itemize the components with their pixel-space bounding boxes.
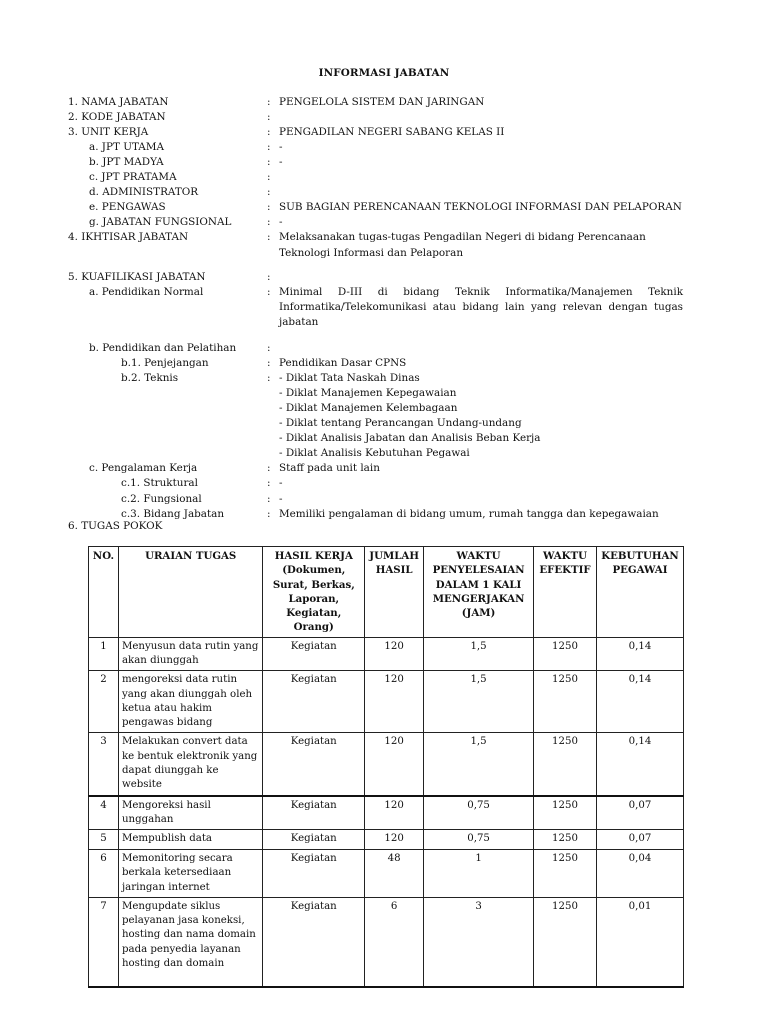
info-row — [0, 185, 768, 200]
table-cell: 6 — [365, 897, 424, 987]
info-row — [0, 461, 768, 476]
table-header-cell: NO. — [89, 547, 119, 638]
info-row — [0, 356, 768, 371]
info-value — [279, 95, 683, 110]
info-value — [279, 215, 683, 230]
table-cell: 0,07 — [596, 830, 683, 850]
table-cell: 0,04 — [596, 850, 683, 898]
info-label: b.2. Teknis — [121, 371, 179, 384]
info-label: 3. UNIT KERJA — [68, 126, 149, 139]
task-description-cell: mengoreksi data rutin yang akan diunggah oleh ketua atau hakim pengawas bidang — [118, 671, 262, 733]
info-value — [279, 230, 683, 260]
info-value — [279, 285, 683, 330]
info-label: c.2. Fungsional — [121, 492, 202, 505]
table-cell: Kegiatan — [263, 796, 365, 830]
info-label: b. Pendidikan dan Pelatihan — [89, 341, 237, 354]
job-info-list — [0, 95, 768, 522]
info-value — [279, 270, 683, 285]
table-cell: 5 — [89, 830, 119, 850]
colon-separator: : — [267, 156, 271, 169]
info-label: 5. KUAFILIKASI JABATAN — [68, 270, 206, 283]
table-header-cell: WAKTU EFEKTIF — [534, 547, 597, 638]
table-cell: 1250 — [534, 830, 597, 850]
colon-separator: : — [267, 285, 271, 298]
info-row — [0, 110, 768, 125]
table-header-cell: JUMLAH HASIL — [365, 547, 424, 638]
info-label: a. JPT UTAMA — [89, 141, 164, 154]
info-value — [279, 185, 683, 200]
table-cell: 1 — [89, 637, 119, 671]
colon-separator: : — [267, 356, 271, 369]
info-row — [0, 95, 768, 110]
colon-separator: : — [267, 341, 271, 354]
info-label: c.1. Struktural — [121, 477, 198, 490]
table-cell: Kegiatan — [263, 830, 365, 850]
info-value-line: SUB BAGIAN PERENCANAAN TEKNOLOGI INFORMASI DAN PELAPORAN — [279, 201, 682, 214]
info-value — [279, 371, 683, 461]
info-row — [0, 170, 768, 185]
colon-separator: : — [267, 201, 271, 214]
colon-separator: : — [267, 231, 271, 244]
table-cell: Kegiatan — [263, 733, 365, 796]
tasks-table — [88, 546, 684, 988]
table-cell: 0,14 — [596, 733, 683, 796]
table-cell: 120 — [365, 671, 424, 733]
table-row — [89, 637, 684, 671]
colon-separator: : — [267, 477, 271, 490]
colon-separator: : — [267, 216, 271, 229]
table-header-cell: KEBUTUHAN PEGAWAI — [596, 547, 683, 638]
info-value-line: - — [279, 216, 283, 229]
colon-separator: : — [267, 462, 271, 475]
table-cell: 0,14 — [596, 637, 683, 671]
info-value-line: Minimal D-III di bidang Teknik Informatika/Manajemen Teknik Informatika/Telekomunikasi atau bidang lain yang relevan dengan tugas jabatan — [279, 285, 683, 328]
table-cell: 7 — [89, 897, 119, 987]
table-cell: 1250 — [534, 850, 597, 898]
info-value-line: - — [279, 492, 283, 505]
document-title: INFORMASI JABATAN — [318, 67, 450, 79]
colon-separator: : — [267, 186, 271, 199]
info-row — [0, 270, 768, 285]
table-row — [89, 897, 684, 987]
info-row — [0, 476, 768, 491]
table-cell: 1250 — [534, 897, 597, 987]
table-header-cell: HASIL KERJA (Dokumen, Surat, Berkas, Laporan, Kegiatan, Orang) — [263, 547, 365, 638]
info-label: c.3. Bidang Jabatan — [121, 507, 225, 520]
info-value — [279, 110, 683, 125]
table-cell: 3 — [424, 897, 534, 987]
table-cell: 4 — [89, 796, 119, 830]
table-cell: 1,5 — [424, 733, 534, 796]
table-cell: 0,01 — [596, 897, 683, 987]
table-header-row — [89, 547, 684, 638]
table-cell: 1250 — [534, 671, 597, 733]
info-label: c. JPT PRATAMA — [89, 171, 177, 184]
info-value — [279, 125, 683, 140]
colon-separator: : — [267, 171, 271, 184]
section-6-title: 6. TUGAS POKOK — [68, 520, 163, 532]
info-row — [0, 125, 768, 140]
table-cell: 3 — [89, 733, 119, 796]
table-cell: Kegiatan — [263, 637, 365, 671]
info-row — [0, 230, 768, 260]
table-cell: Kegiatan — [263, 671, 365, 733]
info-value-line — [279, 170, 683, 185]
colon-separator: : — [267, 96, 271, 108]
table-cell: 120 — [365, 830, 424, 850]
info-row — [0, 200, 768, 215]
table-row — [89, 733, 684, 796]
info-value — [279, 461, 683, 476]
table-cell: 48 — [365, 850, 424, 898]
info-value-line: PENGELOLA SISTEM DAN JARINGAN — [279, 96, 485, 108]
table-cell: 2 — [89, 671, 119, 733]
colon-separator: : — [267, 126, 271, 139]
table-cell: 120 — [365, 733, 424, 796]
table-cell: 120 — [365, 637, 424, 671]
table-body — [89, 637, 684, 987]
info-row — [0, 371, 768, 461]
info-value — [279, 200, 683, 215]
info-value-line: Pendidikan Dasar CPNS — [279, 356, 407, 369]
info-label: e. PENGAWAS — [89, 201, 166, 214]
info-label: b.1. Penjejangan — [121, 356, 209, 369]
table-header-cell: WAKTU PENYELESAIAN DALAM 1 KALI MENGERJAKAN (JAM) — [424, 547, 534, 638]
table-row — [89, 796, 684, 830]
table-cell: 0,75 — [424, 796, 534, 830]
table-cell: 120 — [365, 796, 424, 830]
info-value — [279, 476, 683, 491]
table-cell: 1250 — [534, 637, 597, 671]
table-cell: Kegiatan — [263, 897, 365, 987]
table-cell: 6 — [89, 850, 119, 898]
info-row — [0, 140, 768, 155]
task-description-cell: Menyusun data rutin yang akan diunggah — [118, 637, 262, 671]
colon-separator: : — [267, 507, 271, 520]
info-value — [279, 140, 683, 155]
task-description-cell: Mempublish data — [118, 830, 262, 850]
info-row — [0, 155, 768, 170]
info-value-line: - Diklat Analisis Jabatan dan Analisis Beban Kerja — [279, 432, 541, 445]
info-row — [0, 341, 768, 356]
info-label: 4. IKHTISAR JABATAN — [68, 231, 189, 244]
info-value — [279, 507, 683, 522]
info-label: a. Pendidikan Normal — [89, 285, 204, 298]
table-cell: 0,07 — [596, 796, 683, 830]
table-row — [89, 850, 684, 898]
table-row — [89, 830, 684, 850]
info-label: 2. KODE JABATAN — [68, 111, 166, 124]
table-header-cell: URAIAN TUGAS — [118, 547, 262, 638]
info-value-line: Staff pada unit lain — [279, 462, 380, 475]
info-value-line: - Diklat tentang Perancangan Undang-undang — [279, 417, 522, 430]
info-value-line — [279, 110, 683, 125]
table-cell: 1 — [424, 850, 534, 898]
table-cell: Kegiatan — [263, 850, 365, 898]
table-cell: 1250 — [534, 796, 597, 830]
table-row — [89, 671, 684, 733]
info-label: c. Pengalaman Kerja — [89, 462, 198, 475]
info-value-line: - Diklat Analisis Kebutuhan Pegawai — [279, 447, 470, 460]
info-row — [0, 285, 768, 330]
colon-separator: : — [267, 141, 271, 154]
info-value-line — [279, 270, 683, 285]
info-row — [0, 492, 768, 507]
table-cell: 0,14 — [596, 671, 683, 733]
info-value-line — [279, 341, 683, 356]
info-value-line: Melaksanakan tugas-tugas Pengadilan Negeri di bidang Perencanaan Teknologi Informasi dan Pelaporan — [279, 231, 646, 259]
table-cell: 1,5 — [424, 637, 534, 671]
info-label: 1. NAMA JABATAN — [68, 96, 169, 108]
task-description-cell: Mengupdate siklus pelayanan jasa koneksi, hosting dan nama domain pada penyedia layanan hosting dan domain — [118, 897, 262, 987]
info-value — [279, 492, 683, 507]
info-value-line: - — [279, 477, 283, 490]
info-value-line — [279, 185, 683, 200]
info-row — [0, 215, 768, 230]
colon-separator: : — [267, 371, 271, 384]
info-value-line: - Diklat Manajemen Kelembagaan — [279, 402, 458, 415]
info-label: b. JPT MADYA — [89, 156, 164, 169]
info-label: g. JABATAN FUNGSIONAL — [89, 216, 232, 229]
info-value — [279, 341, 683, 356]
colon-separator: : — [267, 270, 271, 283]
info-value — [279, 155, 683, 170]
task-description-cell: Melakukan convert data ke bentuk elektronik yang dapat diunggah ke website — [118, 733, 262, 796]
info-label: d. ADMINISTRATOR — [89, 186, 199, 199]
task-description-cell: Mengoreksi hasil unggahan — [118, 796, 262, 830]
table-cell: 1,5 — [424, 671, 534, 733]
colon-separator: : — [267, 492, 271, 505]
info-value-line: Memiliki pengalaman di bidang umum, rumah tangga dan kepegawaian — [279, 507, 659, 520]
info-value-line: - Diklat Tata Naskah Dinas — [279, 371, 420, 384]
info-value — [279, 170, 683, 185]
info-value-line: - Diklat Manajemen Kepegawaian — [279, 387, 457, 400]
colon-separator: : — [267, 111, 271, 124]
info-value — [279, 356, 683, 371]
info-value-line: PENGADILAN NEGERI SABANG KELAS II — [279, 126, 505, 139]
task-description-cell: Memonitoring secara berkala ketersediaan jaringan internet — [118, 850, 262, 898]
table-cell: 0,75 — [424, 830, 534, 850]
info-value-line: - — [279, 156, 283, 169]
table-cell: 1250 — [534, 733, 597, 796]
info-value-line: - — [279, 141, 283, 154]
